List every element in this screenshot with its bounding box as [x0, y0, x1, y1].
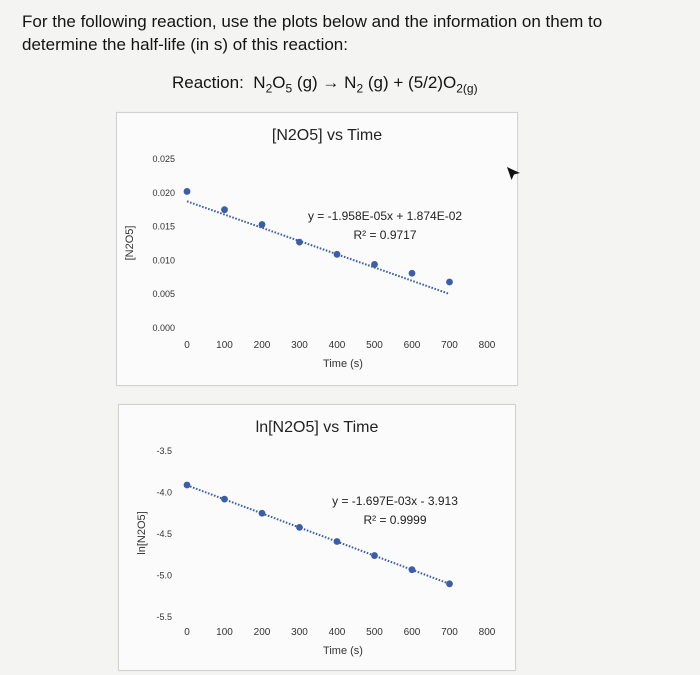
y-tick-label: 0.015	[152, 221, 175, 232]
data-point	[184, 482, 191, 489]
plus-sign: +	[393, 73, 404, 92]
data-point	[296, 524, 303, 531]
data-point	[446, 279, 453, 286]
y-tick-label: -5.5	[156, 612, 172, 622]
data-point	[259, 510, 266, 517]
question-text: For the following reaction, use the plots below and the information on them to determine the half-life (in s) of this reaction:	[22, 12, 603, 54]
reactant-o-subscript: 5	[285, 81, 293, 96]
trendline-equation: y = -1.697E-03x - 3.913	[332, 494, 458, 508]
reaction-arrow: →	[322, 73, 340, 92]
concentration-chart	[117, 113, 517, 385]
reactant-state: (g)	[296, 73, 318, 92]
reactant-n-subscript: 2	[265, 81, 273, 96]
x-tick-label: 700	[441, 340, 458, 351]
product2-subscript: 2(g)	[456, 81, 478, 96]
y-axis-label: [N2O5]	[124, 225, 136, 261]
reactant-o: O	[272, 73, 286, 92]
reactant-n: N	[253, 73, 266, 92]
data-point	[184, 188, 191, 195]
y-tick-label: 0.005	[152, 289, 175, 300]
x-axis-label: Time (s)	[323, 645, 363, 657]
x-tick-label: 100	[216, 627, 233, 638]
x-tick-label: 800	[478, 627, 496, 638]
x-tick-label: 500	[366, 340, 383, 351]
r-squared-label: R² = 0.9717	[353, 228, 417, 242]
x-tick-label: 200	[253, 627, 271, 638]
y-tick-label: 0.000	[152, 323, 175, 333]
chart-title: ln[N2O5] vs Time	[255, 419, 379, 436]
mouse-cursor-icon	[506, 166, 522, 182]
data-point	[221, 496, 228, 503]
data-point	[334, 251, 341, 258]
x-tick-label: 500	[366, 627, 383, 638]
x-tick-label: 400	[328, 340, 346, 351]
reaction-equation	[172, 73, 478, 95]
y-tick-label: 0.020	[152, 187, 175, 198]
data-point	[409, 566, 416, 573]
x-tick-label: 100	[216, 340, 233, 351]
y-tick-label: -4.5	[156, 529, 172, 539]
x-tick-label: 800	[478, 340, 496, 351]
x-tick-label: 600	[403, 340, 421, 351]
r-squared-label: R² = 0.9999	[363, 513, 427, 527]
y-tick-label: 0.025	[152, 154, 175, 164]
y-tick-label: -4.0	[156, 487, 172, 498]
x-tick-label: 0	[184, 627, 190, 638]
data-point	[259, 221, 266, 228]
y-tick-label: -5.0	[156, 570, 172, 581]
data-point	[221, 206, 228, 213]
y-tick-label: -3.5	[156, 446, 172, 456]
x-tick-label: 0	[184, 340, 190, 351]
data-point	[334, 538, 341, 545]
product1-subscript: 2	[356, 81, 364, 96]
data-point	[296, 239, 303, 246]
ln-concentration-chart	[119, 405, 515, 670]
x-tick-label: 400	[328, 627, 346, 638]
concentration-chart-panel	[116, 112, 518, 386]
data-point	[371, 552, 378, 559]
reaction-label: Reaction:	[172, 73, 244, 92]
y-tick-label: 0.010	[152, 255, 175, 266]
x-tick-label: 600	[403, 627, 421, 638]
ln-concentration-chart-panel	[118, 404, 516, 671]
chart-title: [N2O5] vs Time	[271, 127, 383, 144]
data-point	[371, 261, 378, 268]
product2: (5/2)O	[408, 73, 457, 92]
x-tick-label: 300	[291, 340, 308, 351]
data-point	[446, 580, 453, 587]
x-tick-label: 200	[253, 340, 271, 351]
x-tick-label: 300	[291, 627, 308, 638]
y-axis-label: ln[N2O5]	[136, 511, 148, 555]
x-axis-label: Time (s)	[323, 358, 363, 370]
product1-state: (g)	[367, 73, 389, 92]
product1: N	[344, 73, 357, 92]
x-tick-label: 700	[441, 627, 458, 638]
data-point	[409, 270, 416, 277]
trendline-equation: y = -1.958E-05x + 1.874E-02	[307, 209, 463, 223]
